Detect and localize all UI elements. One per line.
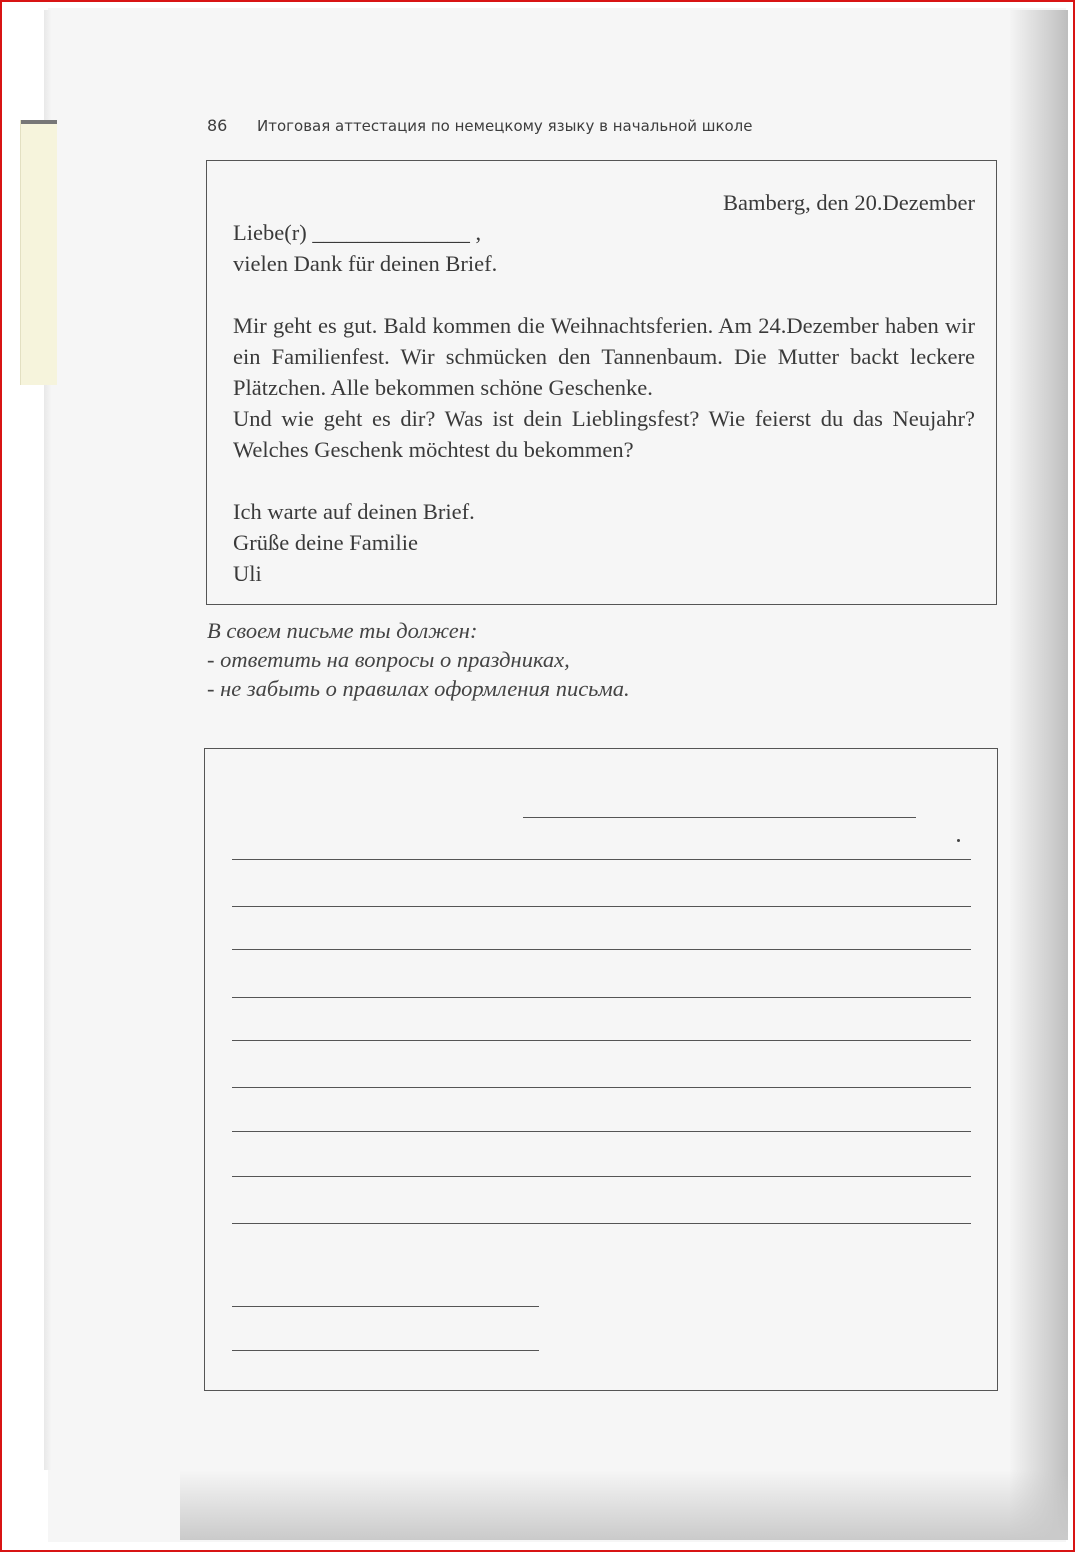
writing-line[interactable]	[232, 949, 971, 950]
task-instructions	[207, 616, 987, 703]
date-writing-line[interactable]	[523, 817, 916, 818]
letter-questions: Und wie geht es dir? Was ist dein Lieblingsfest? Wie feierst du das Neujahr? Welches Geschenk möchtest du bekommen?	[233, 406, 975, 462]
stray-dot	[957, 839, 960, 842]
letter-body	[233, 310, 975, 465]
writing-line[interactable]	[232, 997, 971, 998]
writing-line[interactable]	[232, 1087, 971, 1088]
bottom-shadow	[180, 1470, 1068, 1540]
letter-salutation: Liebe(r) ______________ ,	[233, 220, 482, 245]
signature-writing-line[interactable]	[232, 1350, 539, 1351]
writing-line[interactable]	[232, 859, 971, 860]
page-header	[207, 116, 967, 140]
letter-signature: Uli	[233, 561, 262, 586]
sticky-note-tab	[20, 120, 57, 385]
writing-line[interactable]	[232, 1176, 971, 1177]
page-number: 86	[207, 116, 228, 135]
writing-line[interactable]	[232, 906, 971, 907]
writing-line[interactable]	[232, 1131, 971, 1132]
instructions-item: - не забыть о правилах оформления письма.	[207, 676, 630, 701]
closing-line-1: Ich warte auf deinen Brief.	[233, 499, 475, 524]
letter-body-paragraph: Mir geht es gut. Bald kommen die Weihnachtsferien. Am 24.Dezember haben wir ein Familienfest. Wir schmücken den Tannenbaum. Die Mutter backt leckere Plätzchen. Alle bekommen schöne Geschenke.	[233, 313, 975, 400]
instructions-intro: В своем письме ты должен:	[207, 618, 478, 643]
running-title: Итоговая аттестация по немецкому языку в начальной школе	[257, 117, 753, 135]
letter-box	[206, 160, 997, 605]
letter-closing	[233, 496, 975, 589]
letter-thanks: vielen Dank für deinen Brief.	[233, 251, 498, 276]
letter-dateline: Bamberg, den 20.Dezember	[723, 190, 975, 215]
binding-shadow	[1010, 10, 1068, 1540]
closing-line-2: Grüße deine Familie	[233, 530, 418, 555]
writing-line[interactable]	[232, 1040, 971, 1041]
writing-line[interactable]	[232, 1223, 971, 1224]
instructions-item: - ответить на вопросы о праздниках,	[207, 647, 570, 672]
closing-writing-line[interactable]	[232, 1306, 539, 1307]
answer-box	[204, 748, 998, 1391]
